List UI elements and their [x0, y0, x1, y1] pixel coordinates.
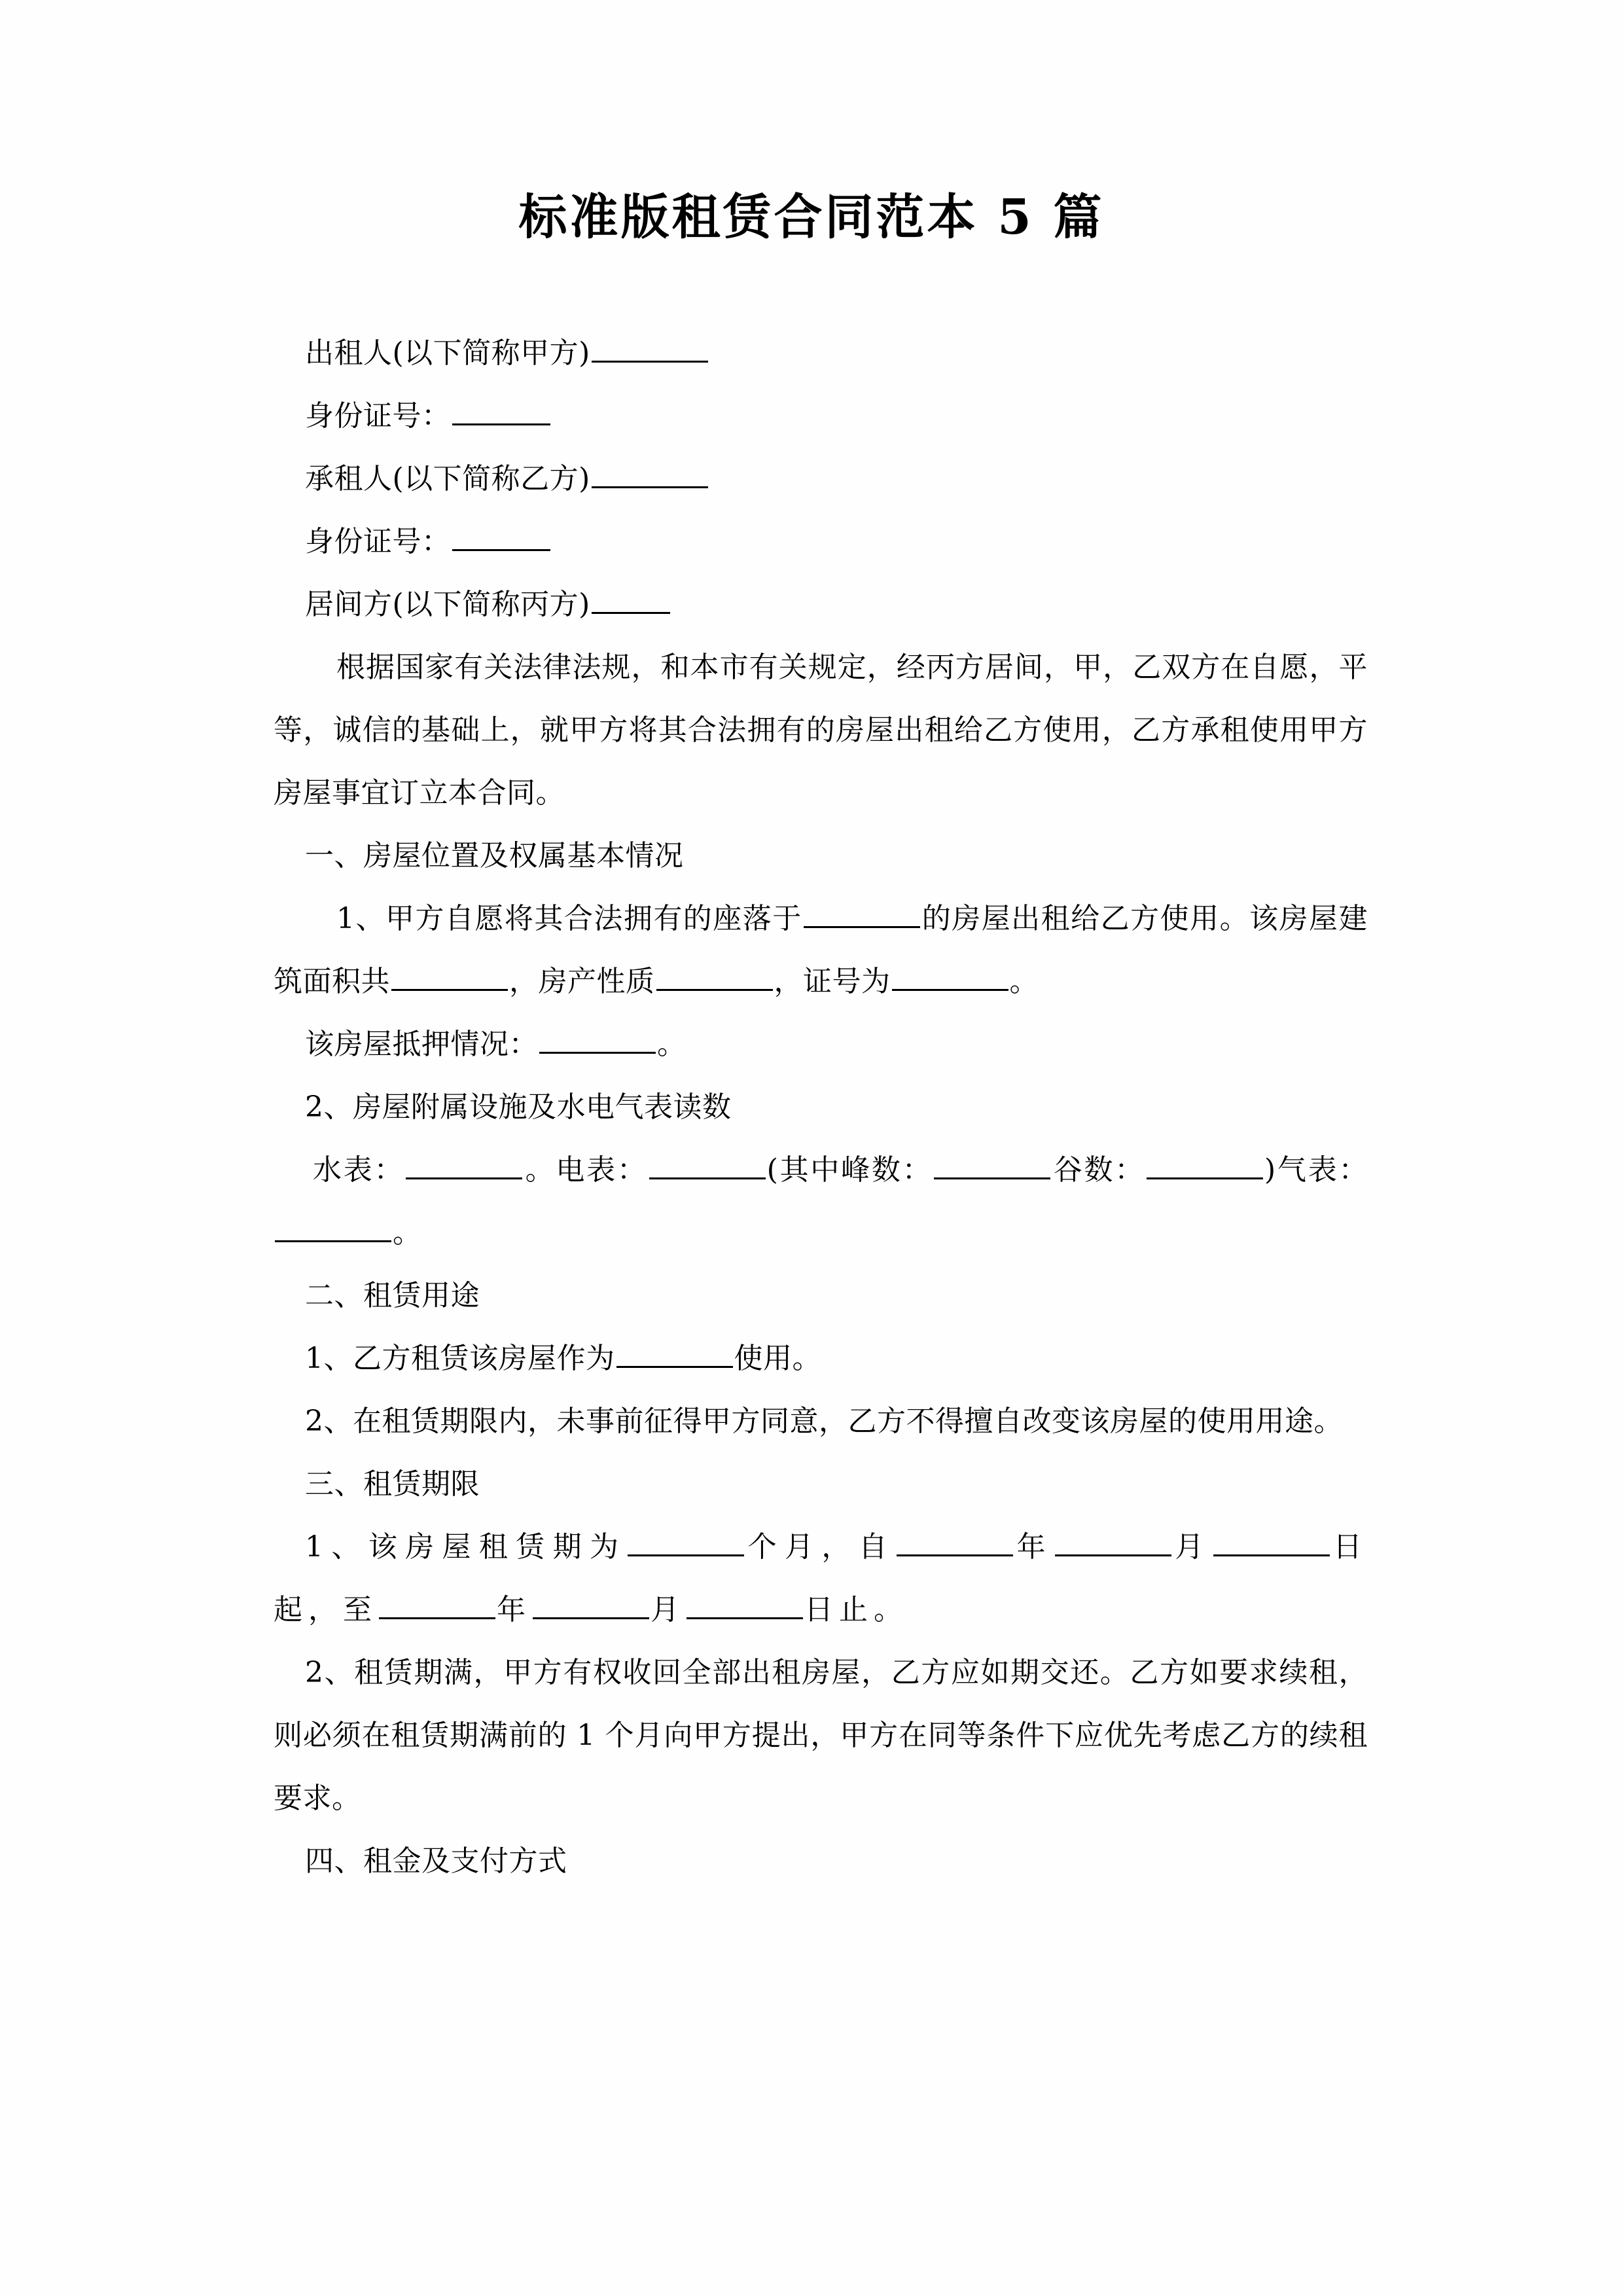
peak-blank[interactable]: [934, 1151, 1050, 1179]
clause-3-1-g: 月: [651, 1593, 685, 1626]
clause-2-1-b: 使用。: [734, 1342, 821, 1375]
water-meter-label: 水表：: [313, 1153, 405, 1187]
clause-3-1-months-blank[interactable]: [628, 1528, 744, 1556]
broker-line: [274, 573, 1368, 636]
clause-3-1-c: 年: [1014, 1530, 1054, 1564]
lessor-label: 出租人(以下简称甲方): [305, 336, 590, 370]
clause-1-2: 2、房屋附属设施及水电气表读数: [305, 1090, 732, 1124]
broker-label: 居间方(以下简称丙方): [305, 588, 590, 621]
clause-3-1-startmonth-blank[interactable]: [1055, 1528, 1171, 1556]
heading-4: 四、租金及支付方式: [305, 1844, 567, 1878]
clause-1-mortgage-blank[interactable]: [539, 1026, 656, 1054]
clause-3-1-a: 1、该房屋租赁期为: [305, 1530, 627, 1564]
clause-1-1-area-blank[interactable]: [391, 963, 508, 991]
clause-3-1-b: 个月，自: [745, 1530, 896, 1564]
lessor-blank[interactable]: [592, 334, 708, 363]
clause-2-1-a: 1、乙方租赁该房屋作为: [305, 1342, 615, 1375]
clause-3-1-endday-blank[interactable]: [687, 1591, 803, 1619]
page-title: 标准版租赁合同范本 5 篇: [518, 189, 1105, 245]
clause-2-2: 2、在租赁期限内，未事前征得甲方同意，乙方不得擅自改变该房屋的使用用途。: [305, 1405, 1343, 1438]
clause-1-1-address-blank[interactable]: [804, 900, 920, 928]
valley-blank[interactable]: [1147, 1151, 1263, 1179]
valley-label: 谷数：: [1052, 1153, 1146, 1187]
document-body: [274, 322, 1368, 1893]
clause-3-1-startyear-blank[interactable]: [897, 1528, 1013, 1556]
clause-1-1-d: ，证号为: [774, 965, 891, 998]
meter-readings-paragraph: [274, 1139, 1368, 1265]
lessee-id-blank[interactable]: [452, 523, 550, 551]
lessee-line: [274, 448, 1368, 511]
clause-3-1-endmonth-blank[interactable]: [533, 1591, 649, 1619]
electric-meter-label: 电表：: [556, 1153, 648, 1187]
clause-3-2: 2、租赁期满，甲方有权收回全部出租房屋，乙方应如期交还。乙方如要求续租，则必须在租赁期满前的 1 个月向甲方提出，甲方在同等条件下应优先考虑乙方的续租要求。: [274, 1656, 1368, 1815]
gas-meter-end: 。: [393, 1216, 422, 1249]
broker-blank[interactable]: [592, 586, 670, 614]
clause-1-1: [274, 888, 1368, 1013]
water-meter-end: 。: [524, 1153, 556, 1187]
clause-1-mortgage: [274, 1013, 1368, 1076]
clause-3-1-startday-blank[interactable]: [1213, 1528, 1330, 1556]
clause-2-1-purpose-blank[interactable]: [616, 1340, 733, 1368]
lessee-id-line: [274, 511, 1368, 573]
clause-1-1-c: ，房产性质: [509, 965, 655, 998]
clause-1-1-a: 1、甲方自愿将其合法拥有的座落于: [336, 902, 802, 935]
heading-2: 二、租赁用途: [305, 1279, 480, 1312]
clause-3-1-f: 年: [497, 1593, 531, 1626]
clause-3-1-endyear-blank[interactable]: [379, 1591, 495, 1619]
gas-paren-label: )气表：: [1264, 1153, 1368, 1187]
lessee-label: 承租人(以下简称乙方): [305, 462, 590, 495]
clause-1-mortgage-end: 。: [657, 1028, 687, 1061]
lessor-id-blank[interactable]: [452, 397, 550, 425]
heading-1: 一、房屋位置及权属基本情况: [305, 839, 684, 872]
clause-3-1-h: 日止。: [804, 1593, 908, 1626]
gas-meter-blank[interactable]: [275, 1214, 391, 1242]
clause-3-1-e: 日起，至: [274, 1530, 1368, 1626]
water-meter-blank[interactable]: [406, 1151, 522, 1179]
heading-3: 三、租赁期限: [305, 1467, 480, 1501]
peak-label: (其中峰数：: [766, 1153, 933, 1187]
clause-1-1-e: 。: [1009, 965, 1039, 998]
lessee-id-label: 身份证号：: [305, 525, 451, 558]
lessee-blank[interactable]: [592, 460, 708, 488]
lessor-id-label: 身份证号：: [305, 399, 451, 433]
clause-3-1: [274, 1516, 1368, 1641]
lessor-id-line: [274, 385, 1368, 448]
preamble-paragraph: 根据国家有关法律法规，和本市有关规定，经丙方居间，甲，乙双方在自愿，平等，诚信的基础上，就甲方将其合法拥有的房屋出租给乙方使用，乙方承租使用甲方房屋事宜订立本合同。: [274, 651, 1368, 810]
clause-1-1-certno-blank[interactable]: [892, 963, 1008, 991]
electric-meter-blank[interactable]: [649, 1151, 766, 1179]
clause-1-1-b: 的房屋出租给乙方使用。该房屋建筑面积共: [274, 902, 1368, 998]
clause-1-mortgage-label: 该房屋抵押情况：: [305, 1028, 538, 1061]
clause-2-1: [274, 1327, 1368, 1390]
clause-1-1-nature-blank[interactable]: [656, 963, 773, 991]
lessor-line: [274, 322, 1368, 385]
clause-3-1-d: 月: [1172, 1530, 1212, 1564]
